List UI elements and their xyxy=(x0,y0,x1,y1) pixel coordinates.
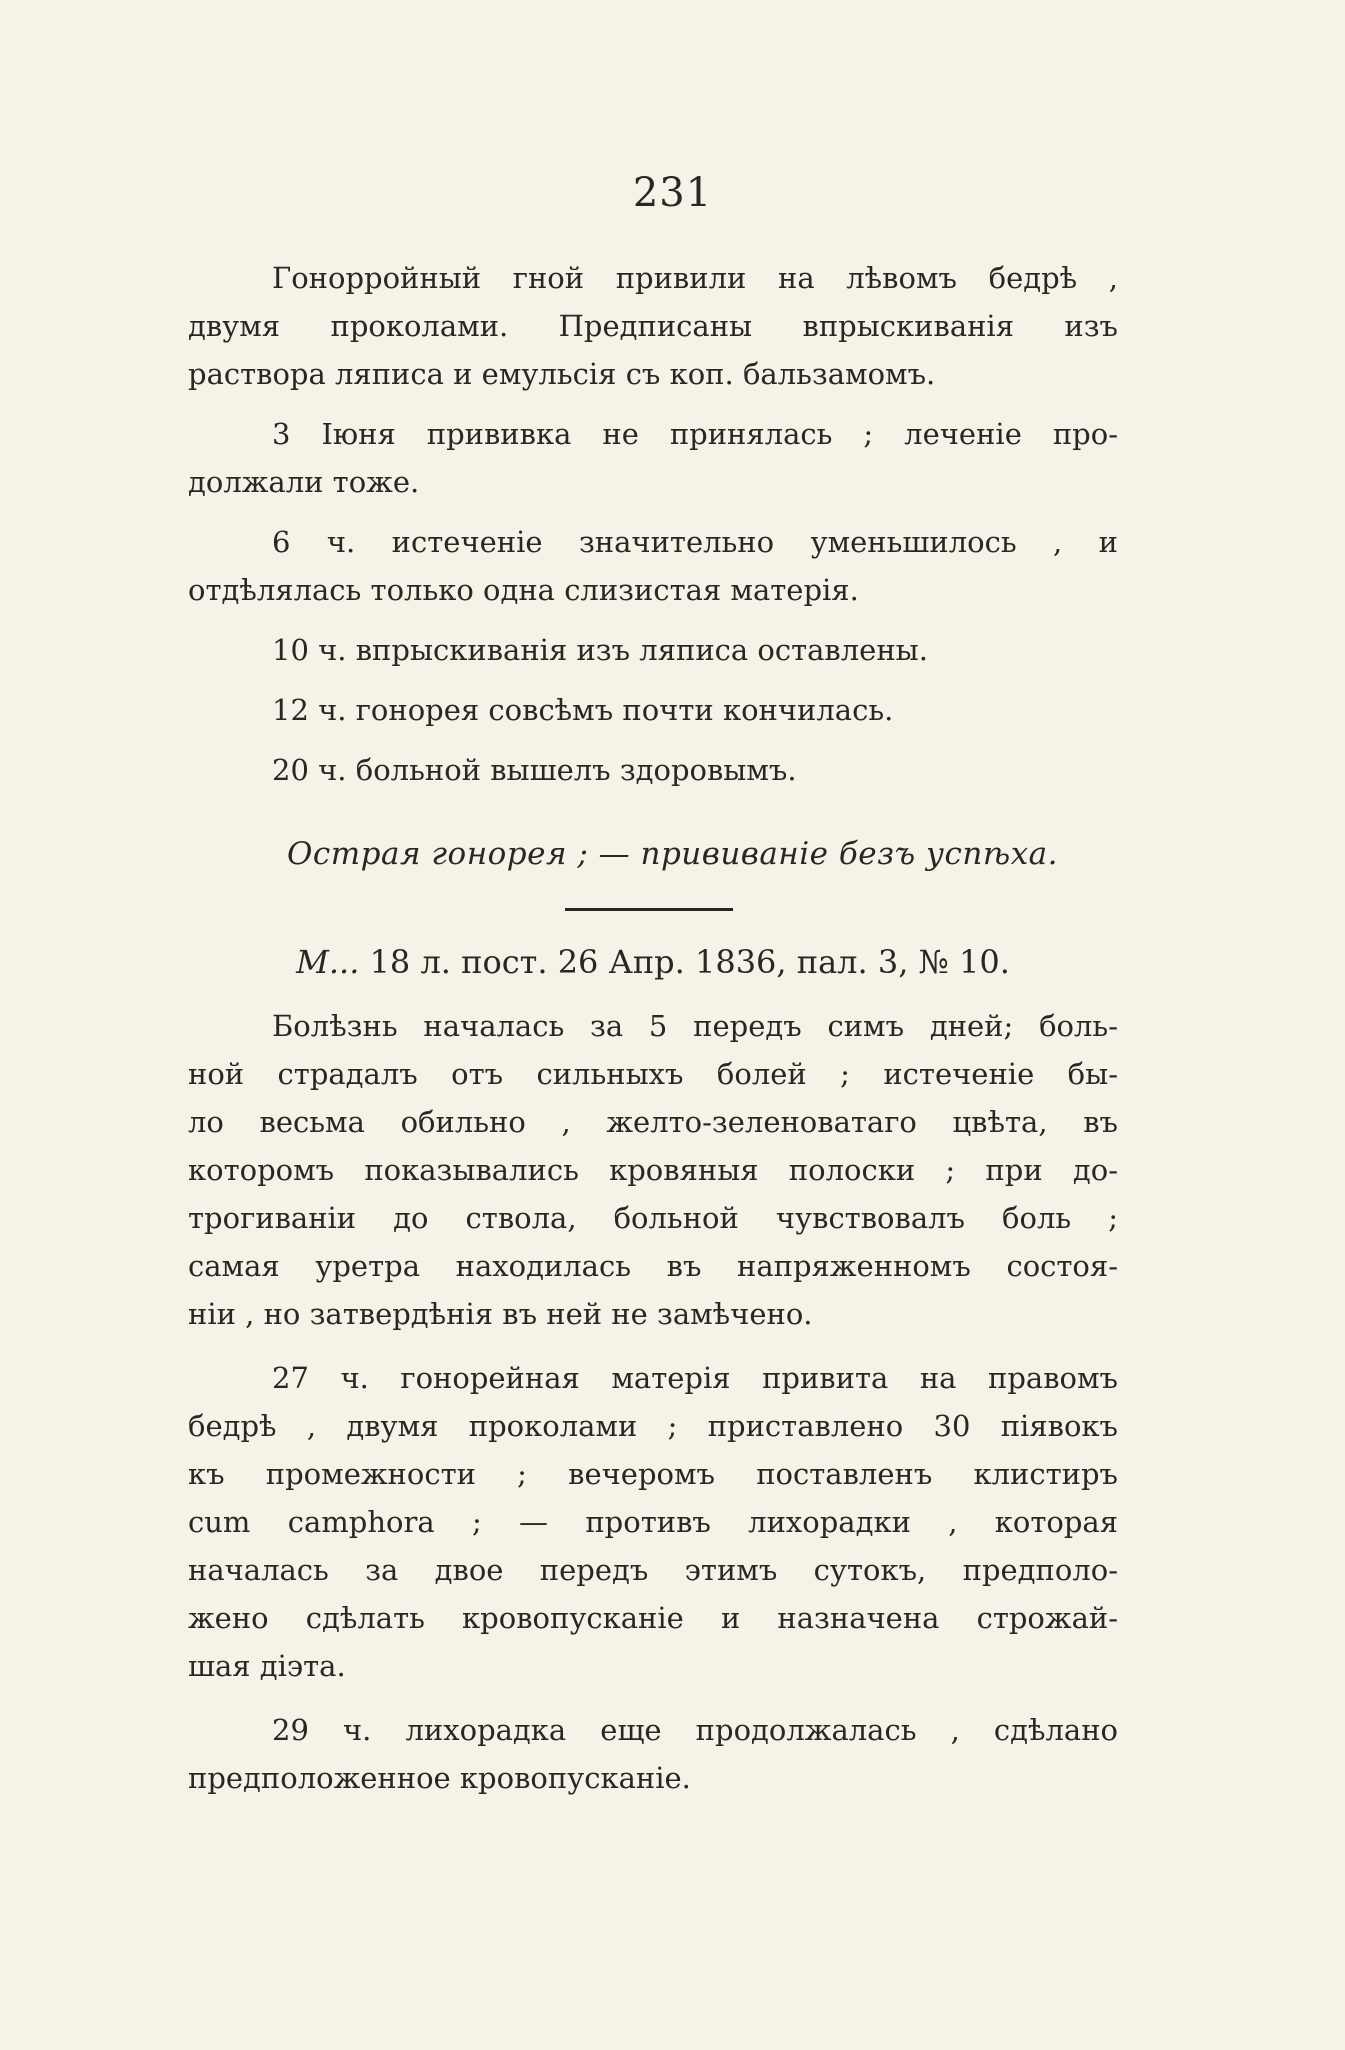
page-number: 231 xyxy=(632,170,713,216)
section-divider xyxy=(565,908,733,911)
text-line: ло весьма обильно , желто-зеленоватаго цвѣта, въ xyxy=(188,1105,1118,1139)
text-line: ніи , но затвердѣнія въ ней не замѣчено. xyxy=(188,1297,813,1331)
text-line: къ промежности ; вечеромъ поставленъ клистиръ xyxy=(188,1457,1118,1491)
text-line: 6 ч. истеченіе значительно уменьшилось , и xyxy=(272,525,1118,559)
case-title: Острая гонорея ; — прививаніе безъ успѣха. xyxy=(286,836,1059,872)
text-line: 29 ч. лихорадка еще продолжалась , сдѣлано xyxy=(272,1713,1118,1747)
text-line: должали тоже. xyxy=(188,465,420,499)
text-line: cum camphora ; — противъ лихорадки , которая xyxy=(188,1505,1118,1539)
text-line: 10 ч. впрыскиванія изъ ляписа оставлены. xyxy=(272,633,928,667)
text-line: двумя проколами. Предписаны впрыскиванія изъ xyxy=(188,309,1118,343)
text-line: бедрѣ , двумя проколами ; приставлено 30 піявокъ xyxy=(188,1409,1118,1443)
text-line: шая діэта. xyxy=(188,1649,346,1683)
case-header xyxy=(188,938,1118,986)
text-line: Гонорройный гной привили на лѣвомъ бедрѣ , xyxy=(272,261,1118,295)
text-line: 20 ч. больной вышелъ здоровымъ. xyxy=(272,753,797,787)
text-line: 12 ч. гонорея совсѣмъ почти кончилась. xyxy=(272,693,894,727)
text-line: самая уретра находилась въ напряженномъ состоя- xyxy=(188,1249,1118,1283)
text-line: 27 ч. гонорейная матерія привита на правомъ xyxy=(272,1361,1118,1395)
text-line: 3 Іюня прививка не принялась ; леченіе про- xyxy=(272,417,1118,451)
case-details: 18 л. пост. 26 Апр. 1836, пал. 3, № 10. xyxy=(359,943,1010,981)
text-line: предположенное кровопусканіе. xyxy=(188,1761,691,1795)
text-line: которомъ показывались кровяныя полоски ; при до- xyxy=(188,1153,1118,1187)
text-line: трогиваніи до ствола, больной чувствовалъ боль ; xyxy=(188,1201,1118,1235)
case-initial: М... xyxy=(296,943,360,981)
text-line: ной страдалъ отъ сильныхъ болей ; истеченіе бы- xyxy=(188,1057,1118,1091)
text-line: Болѣзнь началась за 5 передъ симъ дней; боль- xyxy=(272,1009,1118,1043)
text-line: жено сдѣлать кровопусканіе и назначена строжай- xyxy=(188,1601,1118,1635)
text-line: отдѣлялась только одна слизистая матерія. xyxy=(188,573,859,607)
text-line: раствора ляписа и емульсія съ коп. бальзамомъ. xyxy=(188,357,936,391)
text-line: началась за двое передъ этимъ сутокъ, предполо- xyxy=(188,1553,1118,1587)
